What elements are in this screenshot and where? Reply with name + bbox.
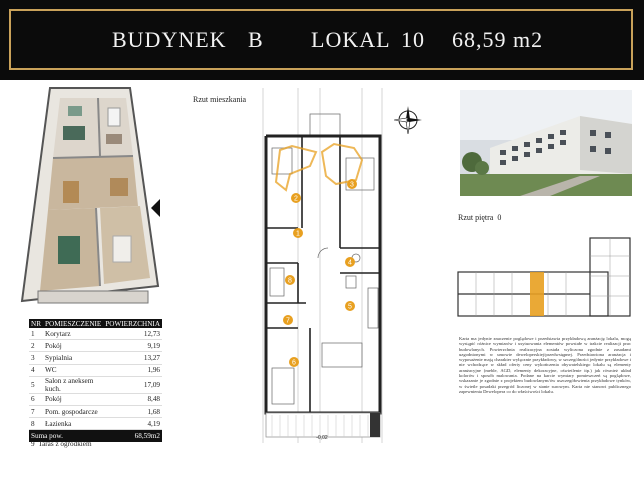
room-marker-3: 3 — [350, 181, 354, 189]
row-name: WC — [43, 364, 103, 376]
column-header-nr: NR — [31, 319, 41, 328]
row-nr: 3 — [29, 352, 43, 364]
table-row — [29, 405, 162, 417]
terrace-label: Taras z ogródkiem — [38, 440, 92, 448]
row-nr: 5 — [29, 376, 43, 393]
row-nr: 1 — [29, 328, 43, 340]
floor-number: 0 — [497, 213, 502, 222]
sum-label: Suma pow. — [29, 430, 103, 442]
header-bar — [0, 0, 644, 80]
room-marker-5: 5 — [348, 303, 352, 311]
floor-plan-title-text: Rzut piętra — [458, 213, 494, 222]
table-row — [29, 340, 162, 352]
room-marker-8: 8 — [288, 277, 292, 285]
table-header-row — [29, 319, 162, 328]
row-name: Pokój — [43, 393, 103, 405]
row-name: Pom. gospodarcze — [43, 405, 103, 417]
room-marker-2: 2 — [294, 195, 298, 203]
row-area: 12,73 — [103, 328, 162, 340]
row-area: 1,68 — [103, 405, 162, 417]
unit-number: 10 — [401, 27, 425, 52]
room-marker-7: 7 — [286, 317, 290, 325]
row-nr: 6 — [29, 393, 43, 405]
table-row — [29, 418, 162, 430]
apartment-plan-title: Rzut mieszkania — [193, 95, 247, 104]
direction-arrow-icon — [151, 199, 160, 217]
rooms-table — [29, 319, 162, 442]
apartment-floor-plan — [258, 88, 398, 443]
row-area: 1,96 — [103, 364, 162, 376]
unit-area: 68,59 m2 — [452, 27, 544, 52]
unit-label: LOKAL — [311, 27, 391, 52]
table-row — [29, 364, 162, 376]
room-marker-4: 4 — [348, 259, 352, 267]
isometric-apartment-render — [18, 86, 163, 306]
room-marker-1: 1 — [296, 230, 300, 238]
row-nr: 7 — [29, 405, 43, 417]
row-name: Pokój — [43, 340, 103, 352]
row-name: Salon z aneksem kuch. — [43, 376, 103, 393]
row-area: 8,48 — [103, 393, 162, 405]
row-nr: 2 — [29, 340, 43, 352]
table-row — [29, 328, 162, 340]
row-name: Łazienka — [43, 418, 103, 430]
row-area: 4,19 — [103, 418, 162, 430]
room-marker-6: 6 — [292, 359, 296, 367]
row-name: Sypialnia — [43, 352, 103, 364]
compass-icon — [394, 102, 422, 134]
row-nr: 4 — [29, 364, 43, 376]
row-name: Korytarz — [43, 328, 103, 340]
building-letter: B — [248, 27, 264, 52]
building-label: BUDYNEK — [112, 27, 227, 52]
building-render-image — [460, 90, 632, 196]
row-nr: 8 — [29, 418, 43, 430]
row-area: 9,19 — [103, 340, 162, 352]
floor-plan-title — [458, 213, 501, 222]
row-area: 17,09 — [103, 376, 162, 393]
terrace-level-dimension: -0,02 — [316, 435, 328, 441]
terrace-nr: 9 — [31, 440, 35, 448]
table-row — [29, 393, 162, 405]
terrace-note — [31, 440, 92, 448]
disclaimer-text: Karta ma jedynie znaczenie poglądowe i przedstawia przykładową aranżację lokalu, mogą wystąpić różnice wymiarów i usytuowania elementów powstałe w trakcie realizacji prac budowlanych. Powierzchnia realizacyjna została wyliczona zgodnie z zasadami uzgodnionymi w umowie deweloperskiej/przedwstępnej. Przedstawiona aranżacja i wyposażenie mają charakter wyłącznie przykładowy, w szczególności jedynie przykładowe i nie wchodzące w skład oferty ceny wykończenia obywatelskiego lokalu są elementy aranżacyjne (meble, AGD, elementy dekoracyjne, oświetlenie itp.) jak również układ kolorów i sposób malowania. Podane na karcie wymiary pomieszczeń są poglądowe, wskazanie je zgodnie z projektem budowlanym/ów uszczegółowienia przykładowe tynków, w świetle posadzki przegród liczonej w stanie surowym. Karta nie stanowi publicznego zapewnienia Dewelopera co do właściwości lokalu. — [459, 336, 631, 394]
column-header-area: POWIERZCHNIA — [105, 319, 161, 328]
row-area: 13,27 — [103, 352, 162, 364]
table-row — [29, 352, 162, 364]
column-header-name: POMIESZCZENIE — [45, 319, 102, 328]
table-row — [29, 376, 162, 393]
building-floor-plan — [456, 236, 634, 318]
sum-value: 68,59m2 — [103, 430, 162, 442]
